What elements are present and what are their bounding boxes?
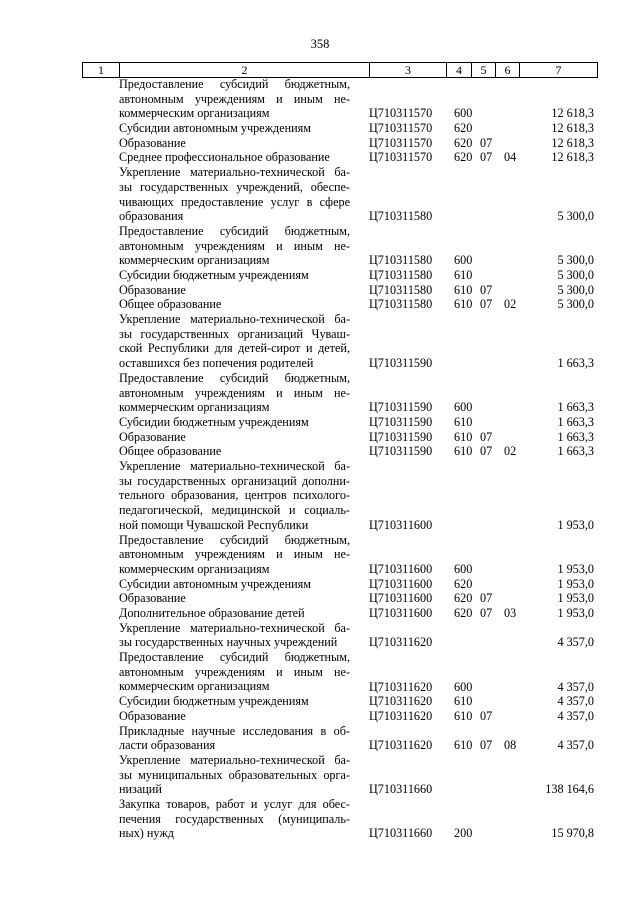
description-line: Образование — [119, 429, 186, 444]
row-description — [119, 591, 350, 606]
target-article-code: Ц710311580 — [369, 282, 433, 297]
description-line: Укрепление материально-технической ба- — [119, 620, 350, 635]
target-article-code: Ц710311570 — [369, 106, 433, 121]
section-code: 07 — [480, 297, 493, 312]
description-line: Укрепление материально-технической ба- — [119, 752, 350, 767]
target-article-code: Ц710311620 — [369, 635, 433, 650]
row-description — [119, 577, 350, 592]
table-row — [0, 724, 640, 753]
row-description — [119, 283, 350, 298]
amount: 4 357,0 — [557, 679, 594, 694]
header-col-5: 5 — [472, 63, 496, 77]
expense-type-code: 600 — [454, 253, 473, 268]
description-line: Субсидии автономным учреждениям — [119, 576, 311, 591]
expense-type-code: 600 — [454, 106, 473, 121]
description-line: педагогической, медицинской и социаль- — [119, 503, 350, 518]
header-col-4: 4 — [447, 63, 472, 77]
row-description — [119, 753, 350, 797]
target-article-code: Ц710311600 — [369, 591, 433, 606]
row-description — [119, 606, 350, 621]
target-article-code: Ц710311620 — [369, 708, 433, 723]
target-article-code: Ц710311600 — [369, 576, 433, 591]
table-row — [0, 797, 640, 841]
table-row — [0, 283, 640, 298]
section-code: 07 — [480, 708, 493, 723]
description-line: автономным учреждениям и иным не- — [119, 91, 350, 106]
amount: 12 618,3 — [551, 135, 594, 150]
amount: 1 953,0 — [557, 591, 594, 606]
amount: 5 300,0 — [557, 209, 594, 224]
expense-type-code: 610 — [454, 694, 473, 709]
budget-table-body — [0, 77, 640, 841]
section-code: 07 — [480, 591, 493, 606]
description-line: зы государственных научных учреждений — [119, 635, 338, 650]
description-line: Дополнительное образование детей — [119, 606, 305, 621]
description-line: автономным учреждениям и иным не- — [119, 238, 350, 253]
amount: 5 300,0 — [557, 253, 594, 268]
row-description — [119, 533, 350, 577]
table-row — [0, 444, 640, 459]
amount: 4 357,0 — [557, 708, 594, 723]
target-article-code: Ц710311600 — [369, 606, 433, 621]
description-line: Предоставление субсидий бюджетным, — [119, 370, 350, 385]
table-row — [0, 297, 640, 312]
subsection-code: 08 — [504, 738, 517, 753]
subsection-code: 02 — [504, 297, 517, 312]
description-line: зы муниципальных образовательных орга- — [119, 767, 350, 782]
description-line: Субсидии автономным учреждениям — [119, 121, 311, 136]
description-line: Предоставление субсидий бюджетным, — [119, 223, 350, 238]
table-row — [0, 591, 640, 606]
table-row — [0, 650, 640, 694]
description-line: Укрепление материально-технической ба- — [119, 165, 350, 180]
table-row — [0, 150, 640, 165]
amount: 12 618,3 — [551, 106, 594, 121]
description-line: Общее образование — [119, 297, 222, 312]
expense-type-code: 200 — [454, 826, 473, 841]
target-article-code: Ц710311570 — [369, 135, 433, 150]
expense-type-code: 620 — [454, 576, 473, 591]
header-col-2: 2 — [120, 63, 370, 77]
target-article-code: Ц710311580 — [369, 253, 433, 268]
row-description — [119, 724, 350, 753]
target-article-code: Ц710311600 — [369, 561, 433, 576]
target-article-code: Ц710311620 — [369, 738, 433, 753]
row-description — [119, 430, 350, 445]
target-article-code: Ц710311620 — [369, 679, 433, 694]
description-line: Среднее профессиональное образование — [119, 150, 330, 165]
target-article-code: Ц710311580 — [369, 209, 433, 224]
description-line: низаций — [119, 782, 162, 797]
table-row — [0, 459, 640, 533]
row-description — [119, 444, 350, 459]
table-row — [0, 621, 640, 650]
description-line: зы государственных организаций Чуваш- — [119, 326, 350, 341]
description-line: Предоставление субсидий бюджетным, — [119, 532, 350, 547]
row-description — [119, 77, 350, 121]
table-row — [0, 533, 640, 577]
table-row — [0, 224, 640, 268]
target-article-code: Ц710311600 — [369, 517, 433, 532]
table-row — [0, 77, 640, 121]
expense-type-code: 610 — [454, 414, 473, 429]
amount: 1 663,3 — [557, 356, 594, 371]
description-line: Предоставление субсидий бюджетным, — [119, 77, 350, 91]
description-line: чивающих предоставление услуг в сфере — [119, 194, 350, 209]
expense-type-code: 610 — [454, 429, 473, 444]
expense-type-code: 620 — [454, 150, 473, 165]
table-row — [0, 121, 640, 136]
amount: 4 357,0 — [557, 738, 594, 753]
description-line: Субсидии бюджетным учреждениям — [119, 268, 309, 283]
description-line: коммерческим организациям — [119, 400, 270, 415]
expense-type-code: 610 — [454, 282, 473, 297]
expense-type-code: 600 — [454, 561, 473, 576]
amount: 1 953,0 — [557, 576, 594, 591]
expense-type-code: 610 — [454, 738, 473, 753]
target-article-code: Ц710311580 — [369, 268, 433, 283]
table-row — [0, 709, 640, 724]
table-row — [0, 606, 640, 621]
description-line: печения государственных (муниципаль- — [119, 811, 350, 826]
amount: 1 953,0 — [557, 606, 594, 621]
description-line: автономным учреждениям и иным не- — [119, 385, 350, 400]
section-code: 07 — [480, 429, 493, 444]
target-article-code: Ц710311570 — [369, 150, 433, 165]
header-col-7: 7 — [520, 63, 598, 77]
table-row — [0, 268, 640, 283]
description-line: автономным учреждениям и иным не- — [119, 547, 350, 562]
target-article-code: Ц710311660 — [369, 782, 433, 797]
amount: 1 953,0 — [557, 561, 594, 576]
target-article-code: Ц710311580 — [369, 297, 433, 312]
row-description — [119, 694, 350, 709]
description-line: зы государственных учреждений, обеспе- — [119, 179, 350, 194]
description-line: Закупка товаров, работ и услуг для обес- — [119, 797, 350, 812]
amount: 12 618,3 — [551, 150, 594, 165]
row-description — [119, 709, 350, 724]
description-line: коммерческим организациям — [119, 679, 270, 694]
description-line: Предоставление субсидий бюджетным, — [119, 650, 350, 665]
expense-type-code: 610 — [454, 708, 473, 723]
expense-type-code: 620 — [454, 591, 473, 606]
subsection-code: 02 — [504, 444, 517, 459]
description-line: зы государственных организаций дополни- — [119, 473, 350, 488]
table-row — [0, 371, 640, 415]
header-col-3: 3 — [370, 63, 447, 77]
section-code: 07 — [480, 150, 493, 165]
section-code: 07 — [480, 738, 493, 753]
target-article-code: Ц710311590 — [369, 400, 433, 415]
expense-type-code: 600 — [454, 400, 473, 415]
expense-type-code: 620 — [454, 121, 473, 136]
target-article-code: Ц710311590 — [369, 414, 433, 429]
table-row — [0, 577, 640, 592]
description-line: коммерческим организациям — [119, 561, 270, 576]
header-col-6: 6 — [496, 63, 520, 77]
row-description — [119, 621, 350, 650]
amount: 1 663,3 — [557, 429, 594, 444]
expense-type-code: 600 — [454, 679, 473, 694]
table-row — [0, 753, 640, 797]
description-line: ласти образования — [119, 738, 216, 753]
description-line: ной помощи Чувашской Республики — [119, 517, 309, 532]
row-description — [119, 224, 350, 268]
table-row — [0, 136, 640, 151]
table-row — [0, 312, 640, 371]
row-description — [119, 136, 350, 151]
section-code: 07 — [480, 135, 493, 150]
expense-type-code: 610 — [454, 444, 473, 459]
description-line: автономным учреждениям и иным не- — [119, 664, 350, 679]
amount: 4 357,0 — [557, 694, 594, 709]
description-line: коммерческим организациям — [119, 253, 270, 268]
row-description — [119, 797, 350, 841]
header-col-1: 1 — [83, 63, 120, 77]
table-row — [0, 415, 640, 430]
row-description — [119, 268, 350, 283]
target-article-code: Ц710311620 — [369, 694, 433, 709]
row-description — [119, 150, 350, 165]
subsection-code: 04 — [504, 150, 517, 165]
row-description — [119, 312, 350, 371]
row-description — [119, 650, 350, 694]
table-header — [82, 62, 598, 78]
subsection-code: 03 — [504, 606, 517, 621]
row-description — [119, 415, 350, 430]
amount: 1 953,0 — [557, 517, 594, 532]
description-line: Укрепление материально-технической ба- — [119, 312, 350, 327]
section-code: 07 — [480, 282, 493, 297]
description-line: ных) нужд — [119, 826, 174, 841]
description-line: коммерческим организациям — [119, 106, 270, 121]
table-row — [0, 694, 640, 709]
page-number: 358 — [310, 37, 330, 51]
table-row — [0, 430, 640, 445]
amount: 1 663,3 — [557, 444, 594, 459]
description-line: оставшихся без попечения родителей — [119, 356, 314, 371]
table-row — [0, 165, 640, 224]
row-description — [119, 459, 350, 532]
section-code: 07 — [480, 606, 493, 621]
target-article-code: Ц710311660 — [369, 826, 433, 841]
amount: 12 618,3 — [551, 121, 594, 136]
amount: 138 164,6 — [545, 782, 594, 797]
expense-type-code: 610 — [454, 268, 473, 283]
description-line: Образование — [119, 591, 186, 606]
amount: 4 357,0 — [557, 635, 594, 650]
description-line: Субсидии бюджетным учреждениям — [119, 694, 309, 709]
description-line: тельного образования, центров психолого- — [119, 488, 350, 503]
target-article-code: Ц710311590 — [369, 429, 433, 444]
description-line: Укрепление материально-технической ба- — [119, 459, 350, 474]
description-line: Прикладные научные исследования в об- — [119, 723, 350, 738]
expense-type-code: 620 — [454, 606, 473, 621]
amount: 15 970,8 — [551, 826, 594, 841]
description-line: Субсидии бюджетным учреждениям — [119, 415, 309, 429]
expense-type-code: 610 — [454, 297, 473, 312]
description-line: Общее образование — [119, 444, 222, 459]
description-line: Образование — [119, 282, 186, 297]
target-article-code: Ц710311590 — [369, 356, 433, 371]
amount: 5 300,0 — [557, 297, 594, 312]
amount: 1 663,3 — [557, 400, 594, 415]
section-code: 07 — [480, 444, 493, 459]
description-line: Образование — [119, 135, 186, 150]
description-line: Образование — [119, 708, 186, 723]
target-article-code: Ц710311570 — [369, 121, 433, 136]
expense-type-code: 620 — [454, 135, 473, 150]
target-article-code: Ц710311590 — [369, 444, 433, 459]
row-description — [119, 371, 350, 415]
row-description — [119, 165, 350, 224]
amount: 5 300,0 — [557, 268, 594, 283]
description-line: ской Республики для детей-сирот и детей, — [119, 341, 350, 356]
description-line: образования — [119, 209, 184, 224]
row-description — [119, 121, 350, 136]
row-description — [119, 297, 350, 312]
amount: 1 663,3 — [557, 414, 594, 429]
amount: 5 300,0 — [557, 282, 594, 297]
